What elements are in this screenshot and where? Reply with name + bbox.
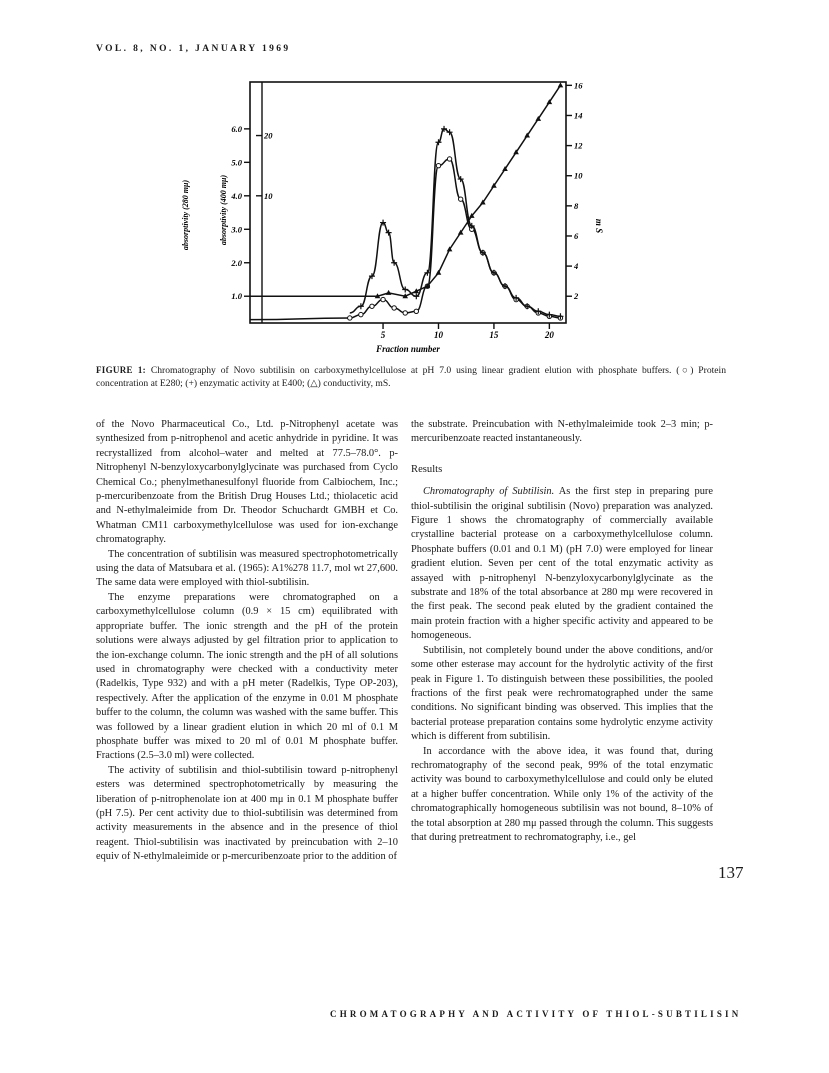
y-left1-tick-label: 5.0 (231, 157, 242, 168)
y-left2-tick-label: 20 (264, 130, 273, 141)
y-left2-axis-label: absorptivity (400 mμ) (219, 174, 228, 246)
y-right-tick-label: 16 (574, 80, 583, 91)
right-paragraph-1-text: As the first step in preparing pure thiol-subtilisin the original subtilisin (Novo) preparation was analyzed. Figure 1 shows the chromatography of commercially available crystalline bacterial protease on a carboxymethylcellulose column. Phosphate buffers (0.01 and 0.1 M) (pH 7.0) were employed for linear gradient elution. Seven per cent of the total enzymatic activity as assayed with p-nitrophenyl N-benzyloxycarbonylglycinate as the substrate and 18% of the total absorbance at 280 mμ were recovered in the first peak. The second peak eluted by the gradient contained the main protein fraction with a higher specific activity and appeared to be homogeneous. (411, 486, 713, 642)
protein-point (403, 311, 407, 315)
plot-frame (250, 82, 566, 323)
running-head: VOL. 8, NO. 1, JANUARY 1969 (96, 44, 291, 54)
y-left1-tick-label: 6.0 (231, 123, 242, 134)
left-paragraph-2: The concentration of subtilisin was measured spectrophotometrically using the data of Matsubara et al. (1965): A1%278 11.7, mol wt 27,600. The same data were employed with thiol-subtilisin. (96, 548, 398, 589)
y-left1-tick-label: 3.0 (231, 224, 242, 235)
protein-point (447, 157, 451, 161)
protein-point (458, 197, 462, 201)
y-right-tick-label: 2 (574, 291, 579, 302)
y-left1-tick-label: 1.0 (231, 291, 242, 302)
activity-point (502, 283, 508, 289)
y-right-tick-label: 8 (574, 200, 579, 211)
figure-series (250, 82, 563, 320)
conductivity-point (436, 270, 442, 275)
left-paragraph-4: The activity of subtilisin and thiol-subtilisin toward p-nitrophenyl esters was determined spectrophotometrically by measuring the liberation of p-nitrophenolate ion at 400 mμ in 0.1 M phosphate buffer (pH 7.5). Per cent activity due to thiol-subtilisin was determined from activity measurements in the absence and in the presence of thiol reagent. Thiol-subtilisin was inactivated by preincubation with 2–10 equiv of N-ethylmaleimide or p-mercuribenzoate prior to the addition of (96, 764, 398, 863)
subsection-heading: Chromatography of Subtilisin. (423, 486, 555, 498)
protein-point (414, 309, 418, 313)
x-axis-label: Fraction number (376, 344, 440, 354)
y-left1-tick-label: 2.0 (231, 257, 242, 268)
y-right-tick-label: 12 (574, 140, 583, 151)
page-number: 137 (718, 863, 744, 882)
x-tick-label: 5 (380, 330, 386, 340)
figure-axes (244, 82, 572, 329)
activity-point (524, 303, 530, 309)
right-paragraph-intro: the substrate. Preincubation with N-ethylmaleimide took 2–3 min; p-mercuribenzoate reacted instantaneously. (411, 419, 713, 445)
chromatography-figure (170, 70, 610, 360)
protein-point (359, 312, 363, 316)
conductivity-series-line (250, 85, 560, 296)
y-right-tick-label: 10 (574, 170, 583, 181)
conductivity-point (386, 290, 392, 295)
y-left1-axis-label: absorptivity (280 mμ) (181, 179, 190, 251)
left-paragraph-3: The enzyme preparations were chromatographed on a carboxymethylcellulose column (0.9 × 15 cm) equilibrated with appropriate buffer. The ionic strength and the pH of the protein solutions were always adjusted by gel filtration prior to application to the ion-exchange column. The ionic strength and the pH of all solutions used in chromatography were checked with a conductivity meter (Radelkis, Type 932) and with a pH meter (Radelkis, Type OP-203), respectively. After the application of the enzyme in 0.01 M phosphate buffer to the column, the column was washed with the same buffer. This was followed by a linear gradient elution in which 20 ml of 0.1 M phosphate buffer was mixed to 20 ml of 0.01 M phosphate buffer. Fractions (2.5–3.0 ml) were collected. (96, 591, 398, 762)
y-right-axis-label: m S (594, 218, 604, 234)
running-foot: CHROMATOGRAPHY AND ACTIVITY OF THIOL-SUBTILISIN (330, 1009, 742, 1019)
conductivity-point (558, 82, 564, 87)
right-column (411, 418, 713, 845)
left-paragraph-1: of the Novo Pharmaceutical Co., Ltd. p-Nitrophenyl acetate was synthesized from p-nitrophenol and acetic anhydride in pyridine. It was recrystallized from alcohol–water and melted at 77.5–78.0°. p-Nitrophenyl N-benzyloxycarbonylglycinate was purchased from Cyclo Chemical Co.; phenylmethanesulfonyl fluoride from Calbiochem, Inc.; p-mercuribenzoate from the British Drug Houses Ltd.; thiolacetic acid and N-ethylmaleimide from Dr. Theodor Schuchardt GMBH et Co. Whatman CM11 carboxymethylcellulose was used for ion-exchange chromatography. (96, 419, 398, 546)
y-right-tick-label: 14 (574, 110, 583, 121)
y-right-tick-label: 6 (574, 230, 579, 241)
x-tick-label: 15 (489, 330, 499, 340)
right-paragraph-1 (411, 485, 713, 643)
y-left2-tick-label: 10 (264, 190, 273, 201)
protein-point (370, 304, 374, 308)
y-left1-tick-label: 4.0 (231, 190, 242, 201)
protein-point (392, 306, 396, 310)
protein-point (381, 297, 385, 301)
x-tick-label: 10 (433, 330, 443, 340)
caption-text: Chromatography of Novo subtilisin on carboxymethylcellulose at pH 7.0 using linear gradient elution with phosphate buffers. (○) Protein concentration at E280; (+) enzymatic activity at E400; (△) conductivity, mS. (96, 365, 727, 389)
protein-point (436, 163, 440, 167)
right-paragraph-3: In accordance with the above idea, it was found that, during rechromatography of the second peak, 99% of the total enzymatic activity was bound to carboxymethylcellulose and could only be eluted at a higher buffer concentration. While only 1% of the activity of the chromatographically homogeneous subtilisin was not bound, 8–10% of the total absorption at 280 mμ passed through the column. This suggests that during pretreatment to rechromatography, i.e., gel (411, 745, 713, 843)
right-paragraph-2: Subtilisin, not completely bound under the above conditions, and/or some other esterase may account for the hydrolytic activity of the first peak in Figure 1. To distinguish between these possibilities, the pooled fractions of the first peak were rechromatographed under the same conditions. No significant binding was observed. This implies that the bacterial protease preparation contains some hydrolytic enzyme activity which is different from subtilisin. (411, 644, 713, 743)
x-tick-label: 20 (544, 330, 554, 340)
figure-caption (96, 364, 726, 390)
caption-label: FIGURE 1: (96, 365, 146, 375)
protein-point (348, 316, 352, 320)
y-right-tick-label: 4 (574, 261, 579, 272)
section-heading: Results (411, 463, 443, 475)
left-column (96, 418, 398, 865)
